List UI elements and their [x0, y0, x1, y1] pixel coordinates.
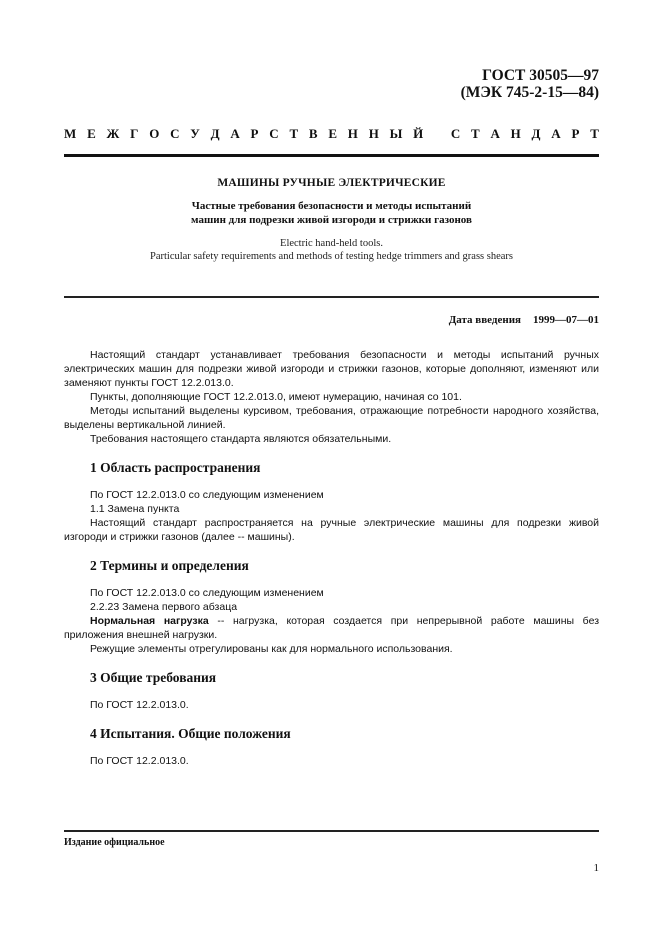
standard-designation	[461, 67, 599, 101]
document-subtitle	[64, 199, 599, 227]
official-edition-note: Издание официальное	[64, 837, 165, 848]
interstate-letter: Н	[347, 126, 358, 141]
introduction-date	[449, 314, 599, 326]
footer-divider	[64, 830, 599, 832]
interstate-letter: С	[170, 126, 180, 141]
document-body	[64, 348, 599, 768]
english-title-line-1: Electric hand-held tools.	[280, 238, 383, 249]
interstate-letter: А	[230, 126, 240, 141]
interstate-letter	[434, 126, 440, 142]
interstate-letter: У	[190, 126, 200, 141]
interstate-letter: О	[149, 126, 160, 141]
methods-paragraph: Методы испытаний выделены курсивом, требования, отражающие потребности народного хозяйства, выделены вертикальной линией.	[64, 405, 599, 431]
interstate-letter: М	[64, 126, 77, 141]
intro-date-value: 1999—07—01	[533, 314, 599, 326]
intro-date-label: Дата введения	[448, 314, 521, 326]
english-title	[64, 237, 599, 263]
document-title: МАШИНЫ РУЧНЫЕ ЭЛЕКТРИЧЕСКИЕ	[217, 177, 446, 189]
iec-number: (МЭК 745-2-15—84)	[460, 84, 599, 101]
interstate-letter: Р	[571, 126, 580, 141]
section-1-title: 1 Область распространения	[90, 460, 261, 475]
gost-number: ГОСТ 30505—97	[482, 67, 599, 84]
subtitle-line-2: машин для подрезки живой изгороди и стрижки газонов	[191, 214, 472, 226]
section-2-text: По ГОСТ 12.2.013.0 со следующим изменением	[90, 587, 324, 599]
english-title-line-2: Particular safety requirements and methods of testing hedge trimmers and grass shears	[149, 251, 514, 262]
defined-term: Нормальная нагрузка	[90, 615, 209, 627]
interstate-letter: С	[269, 126, 279, 141]
interstate-letter: Н	[368, 126, 379, 141]
interstate-letter: Р	[250, 126, 259, 141]
intro-paragraph: Настоящий стандарт устанавливает требования безопасности и методы испытаний ручных электрических машин для подрезки живой изгороди и стрижки газонов, которые дополняют, изменяют или заменяют пункты ГОСТ 12.2.013.0.	[64, 349, 599, 389]
section-4-text: По ГОСТ 12.2.013.0.	[90, 755, 189, 767]
section-2-note: Режущие элементы отрегулированы как для нормального использования.	[90, 643, 453, 655]
section-3-title: 3 Общие требования	[90, 670, 217, 685]
section-3-text: По ГОСТ 12.2.013.0.	[90, 699, 189, 711]
interstate-letter: А	[551, 126, 561, 141]
interstate-standard-heading	[64, 126, 599, 142]
interstate-letter: Е	[328, 126, 338, 141]
interstate-letter: Т	[471, 126, 480, 141]
interstate-letter: А	[490, 126, 500, 141]
interstate-letter: В	[308, 126, 318, 141]
section-2-title: 2 Термины и определения	[90, 558, 249, 573]
interstate-letter: С	[450, 126, 461, 141]
interstate-letter: Т	[289, 126, 299, 141]
page-number: 1	[593, 862, 599, 874]
interstate-letter: Г	[130, 126, 139, 141]
section-1-scope: Настоящий стандарт распространяется на ручные электрические машины для подрезки живой изгороди и стрижки газонов (далее -- машины).	[64, 517, 599, 543]
interstate-letter: Д	[210, 126, 220, 141]
numbering-paragraph: Пункты, дополняющие ГОСТ 12.2.013.0, имеют нумерацию, начиная со 101.	[90, 391, 462, 403]
mandatory-paragraph: Требования настоящего стандарта являются обязательными.	[90, 433, 392, 445]
interstate-letter: Й	[413, 126, 424, 141]
term-definition: -- нагрузка, которая создается при непрерывной работе машины без приложения внешней нагрузки.	[64, 615, 600, 641]
subtitle-line-1: Частные требования безопасности и методы испытаний	[191, 200, 472, 212]
title-divider	[64, 296, 599, 298]
section-2-clause: 2.2.23 Замена первого абзаца	[90, 601, 238, 613]
interstate-letter: Д	[531, 126, 541, 141]
header-divider	[64, 154, 599, 157]
interstate-letter: Е	[87, 126, 96, 141]
interstate-letter: Н	[510, 126, 521, 141]
section-4-title: 4 Испытания. Общие положения	[90, 726, 291, 741]
interstate-letter: Ж	[106, 126, 120, 141]
interstate-letter: Ы	[389, 126, 403, 141]
section-2-definition	[64, 614, 599, 642]
section-1-clause: 1.1 Замена пункта	[90, 503, 180, 515]
section-1-text: По ГОСТ 12.2.013.0 со следующим изменением	[90, 489, 324, 501]
interstate-letter: Т	[590, 126, 599, 141]
